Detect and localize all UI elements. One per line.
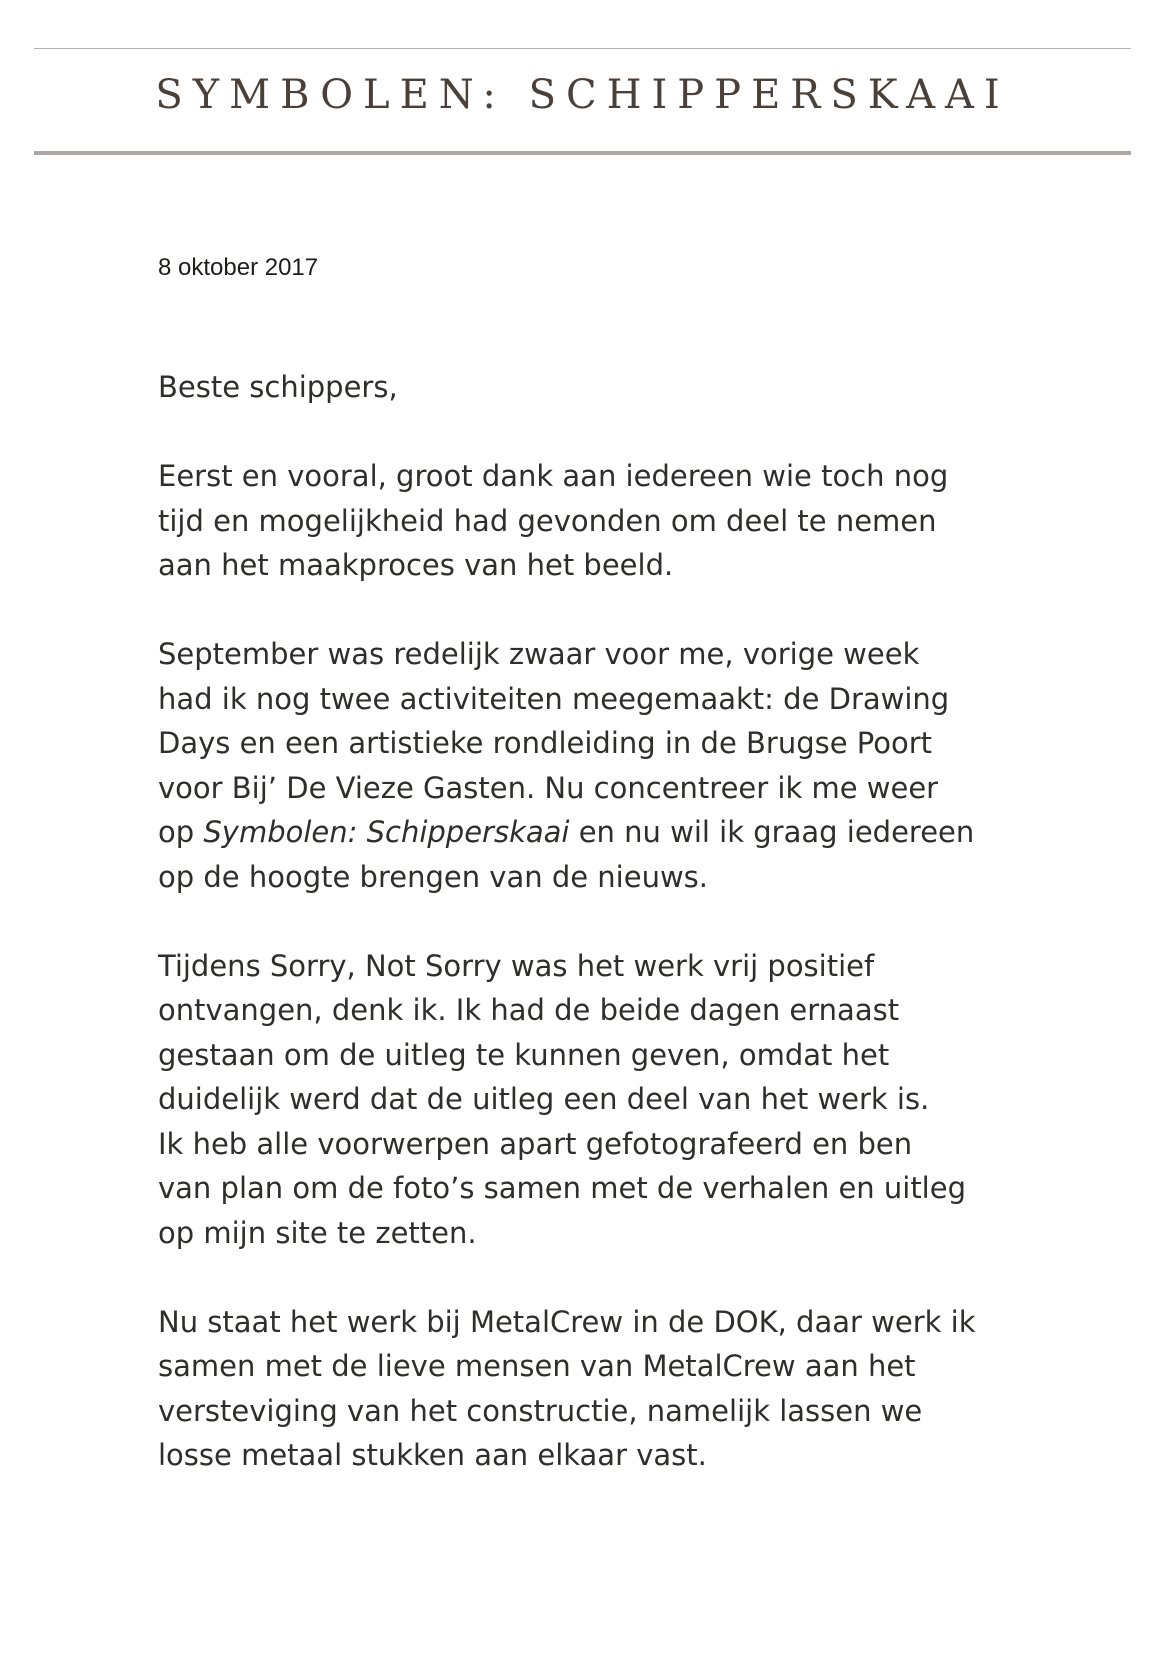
paragraph-line: duidelijk werd dat de uitleg een deel van het werk is.: [158, 1082, 930, 1116]
paragraph-line: September was redelijk zwaar voor me, vorige week: [158, 637, 920, 671]
paragraph-line: voor Bij’ De Vieze Gasten. Nu concentreer ik me weer: [158, 770, 939, 805]
paragraph-september: [158, 632, 1058, 899]
paragraph-line: tijd en mogelijkheid had gevonden om deel te nemen: [158, 503, 937, 538]
paragraph-line: Ik heb alle voorwerpen apart gefotografeerd en ben: [158, 1126, 913, 1161]
letter-date: 8 oktober 2017: [158, 254, 319, 281]
paragraph-sorry-not-sorry: [158, 944, 1058, 1256]
header-rule-top: [34, 48, 1131, 49]
paragraph-line: Days en een artistieke rondleiding in de Brugse Poort: [158, 726, 933, 760]
paragraph-line: ontvangen, denk ik. Ik had de beide dagen ernaast: [158, 993, 900, 1027]
paragraph-line: Nu staat het werk bij MetalCrew in de DOK, daar werk ik: [158, 1304, 976, 1339]
project-title-italic: Symbolen: Schipperskaai: [203, 815, 570, 849]
header-rule-bottom: [34, 151, 1131, 155]
paragraph-thanks: [158, 454, 1058, 588]
line-text-post: en nu wil ik graag iedereen: [569, 815, 975, 849]
paragraph-line: losse metaal stukken aan elkaar vast.: [158, 1438, 707, 1472]
paragraph-line: Tijdens Sorry, Not Sorry was het werk vrij positief: [158, 948, 875, 983]
line-text-pre: op: [158, 815, 204, 849]
document-title: SYMBOLEN: SCHIPPERSKAAI: [155, 72, 1010, 118]
paragraph-metalcrew: [158, 1300, 1058, 1478]
paragraph-line: versteviging van het constructie, namelijk lassen we: [158, 1393, 923, 1428]
paragraph-line: [158, 810, 1058, 855]
paragraph-line: had ik nog twee activiteiten meegemaakt: de Drawing: [158, 681, 950, 716]
letter-body: [158, 365, 1058, 1522]
paragraph-line: van plan om de foto’s samen met de verhalen en uitleg: [158, 1171, 966, 1205]
salutation: Beste schippers,: [158, 370, 398, 404]
paragraph-line: op mijn site te zetten.: [158, 1215, 477, 1250]
paragraph-line: op de hoogte brengen van de nieuws.: [158, 859, 709, 894]
paragraph-line: gestaan om de uitleg te kunnen geven, omdat het: [158, 1037, 890, 1072]
paragraph-line: Eerst en vooral, groot dank aan iedereen wie toch nog: [158, 459, 949, 493]
paragraph-line: aan het maakproces van het beeld.: [158, 548, 674, 582]
paragraph-line: samen met de lieve mensen van MetalCrew aan het: [158, 1349, 916, 1383]
